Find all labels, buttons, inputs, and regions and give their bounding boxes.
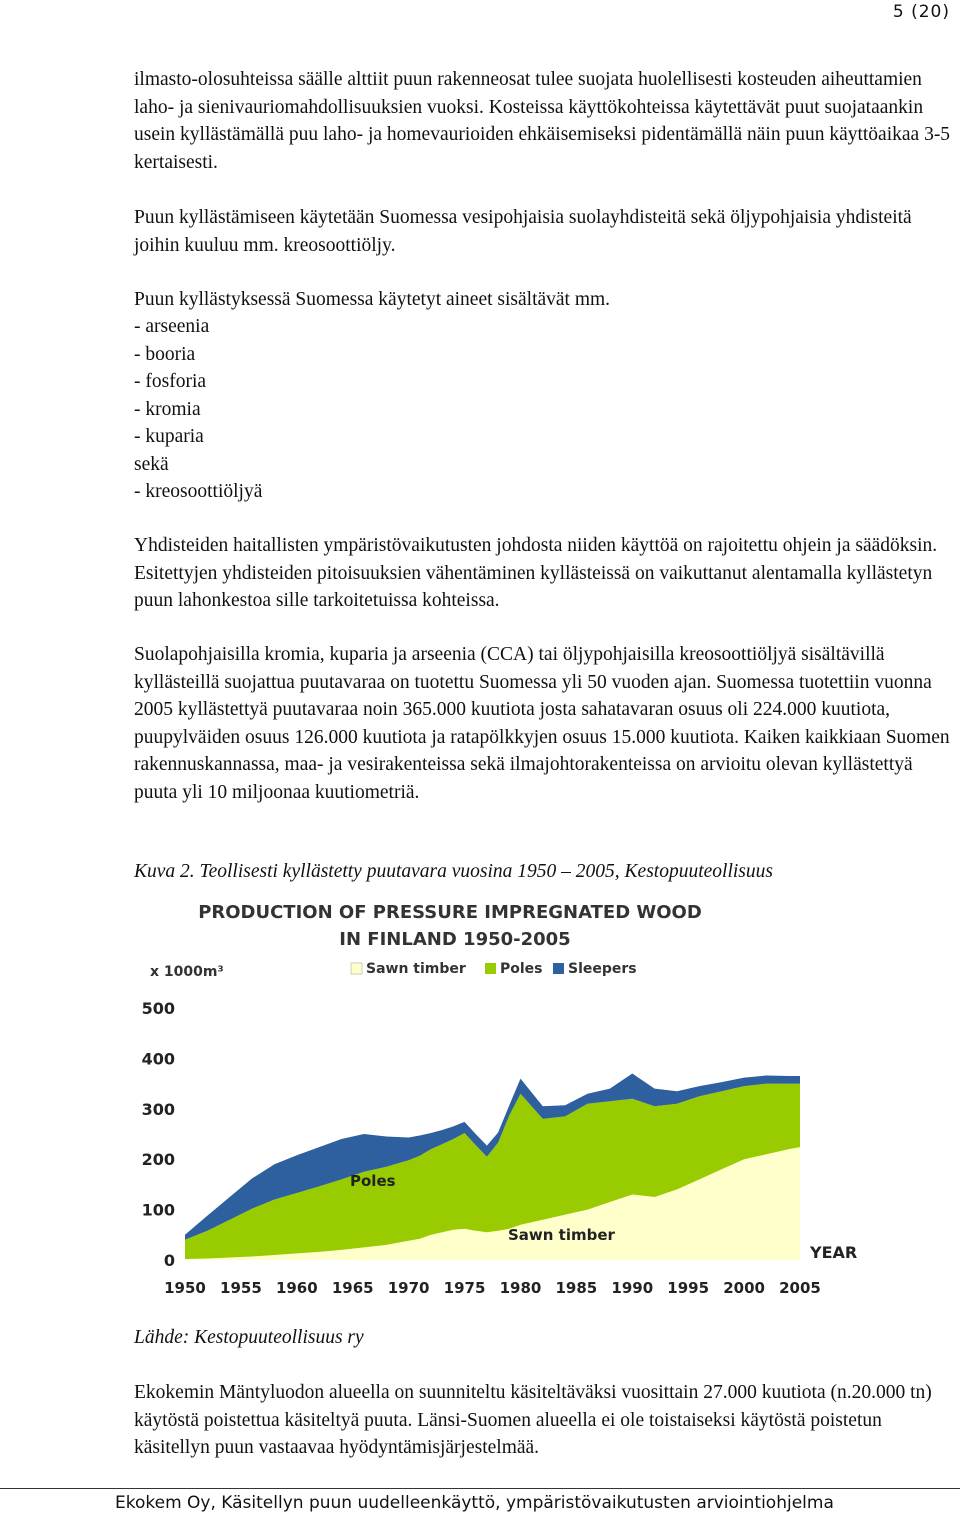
- area-label-sawn-timber: Sawn timber: [508, 1226, 615, 1244]
- paragraph-environmental-effects: Yhdisteiden haitallisten ympäristövaikutusten johdosta niiden käyttöä on rajoitettu ohjein ja säädöksin. Esitettyjen yhdisteiden pitoisuuksien vähentäminen kyllästeissä on vaikuttanut alentamalla kyllästetyn puun lahonkestoa sille tarkoitetuissa kohteissa.: [134, 535, 938, 611]
- legend-label-sawn-timber: Sawn timber: [366, 961, 466, 977]
- x-tick-label: 1955: [220, 1279, 262, 1297]
- list-item: - kuparia: [134, 426, 204, 447]
- x-tick-label: 1950: [164, 1279, 206, 1297]
- x-tick-label: 1995: [667, 1279, 710, 1297]
- chart-x-axis-label: YEAR: [810, 1243, 858, 1262]
- list-item: - arseenia: [134, 316, 210, 337]
- list-item: - kromia: [134, 398, 201, 420]
- paragraph-impregnation-agents: Puun kyllästämiseen käytetään Suomessa vesipohjaisia suolayhdisteitä sekä öljypohjaisia yhdisteitä joihin kuuluu mm. kreosoottiöljy.: [134, 207, 912, 256]
- x-tick-label: 1965: [331, 1279, 374, 1297]
- paragraph-production-volumes: Suolapohjaisilla kromia, kuparia ja arseenia (CCA) tai öljypohjaisilla kreosoottiöljyä sisältävillä kyllästeillä suojattua puutavaraa on tuotettu Suomessa yli 50 vuoden ajan. Suomessa tuotettiin vuonna 2005 kyllästettyä puutavaraa noin 365.000 kuutiota josta sahatavaran osuus oli 224.000 kuutiota, puupylväiden osuus 126.000 kuutiota ja ratapölkkyjen osuus 15.000 kuutiota. Kaiken kaikkiaan Suomen rakennuskannassa, maa- ja vesirakenteissa sekä ilmajohtorakenteissa on arvioitu olevan kyllästettyä puuta yli 10 miljoonaa kuutiometriä.: [134, 644, 950, 803]
- y-tick-label: 400: [141, 1049, 175, 1069]
- x-tick-label: 2000: [723, 1279, 765, 1297]
- x-tick-label: 2005: [779, 1279, 821, 1297]
- list-item: - fosforia: [134, 371, 207, 392]
- list-item: - kreosoottiöljyä: [134, 481, 263, 502]
- production-chart: [140, 888, 875, 1313]
- and-word: sekä: [134, 453, 169, 475]
- y-tick-label: 100: [141, 1200, 175, 1220]
- x-tick-label: 1960: [275, 1279, 318, 1297]
- legend-swatch-sawn-timber: [351, 963, 362, 974]
- figure-caption: Kuva 2. Teollisesti kyllästetty puutavara vuosina 1950 – 2005, Kestopuuteollisuus: [134, 861, 773, 882]
- x-tick-label: 1985: [555, 1279, 598, 1297]
- x-tick-label: 1980: [499, 1279, 542, 1297]
- area-label-sleepers: Sleepers: [310, 1106, 384, 1124]
- y-tick-label: 200: [141, 1150, 175, 1170]
- chart-title-line2: IN FINLAND 1950-2005: [339, 929, 571, 950]
- paragraph-ekokem-plan: Ekokemin Mäntyluodon alueella on suunniteltu käsiteltäväksi vuosittain 27.000 kuutiota (n.20.000 tn) käytöstä poistettua käsiteltyä puuta. Länsi-Suomen alueella ei ole toistaiseksi käytöstä poistetun käsitellyn puun vastaavaa hyödyntämisjärjestelmää.: [134, 1382, 932, 1458]
- chart-svg: [140, 888, 875, 1313]
- legend-swatch-sleepers: [553, 963, 564, 974]
- legend-label-poles: Poles: [500, 961, 543, 977]
- legend-swatch-poles: [485, 963, 496, 974]
- legend-label-sleepers: Sleepers: [568, 961, 637, 977]
- paragraph-wood-protection: ilmasto-olosuhteissa säälle alttiit puun rakenneosat tulee suojata huolellisesti kosteuden aiheuttamien laho- ja sienivauriomahdollisuuksien vuoksi. Kosteissa käyttökohteissa käytettävät puut suojataankin usein kyllästämällä puu laho- ja homevaurioiden ehkäisemiseksi pidentämällä näin puun käyttöaikaa 3-5 kertaisesti.: [134, 69, 951, 173]
- x-tick-label: 1975: [443, 1279, 486, 1297]
- y-tick-label: 500: [141, 999, 175, 1018]
- footer-divider: [0, 1488, 960, 1489]
- list-item: - booria: [134, 343, 196, 365]
- y-tick-label: 300: [141, 1099, 175, 1119]
- chart-title-line1: PRODUCTION OF PRESSURE IMPREGNATED WOOD: [198, 902, 702, 923]
- paragraph-substances-intro: Puun kyllästyksessä Suomessa käytetyt aineet sisältävät mm.: [134, 289, 611, 310]
- area-label-poles: Poles: [350, 1172, 396, 1190]
- x-tick-label: 1990: [611, 1279, 654, 1297]
- y-tick-label: 0: [163, 1251, 175, 1270]
- substance-list: [134, 313, 954, 506]
- figure-source: Lähde: Kestopuuteollisuus ry: [134, 1327, 364, 1348]
- page-number: 5 (20): [892, 2, 950, 22]
- x-tick-label: 1970: [387, 1279, 430, 1297]
- chart-y-axis-label: x 1000m³: [150, 964, 224, 980]
- page-footer: Ekokem Oy, Käsitellyn puun uudelleenkäyttö, ympäristövaikutusten arviointiohjelma: [115, 1493, 834, 1513]
